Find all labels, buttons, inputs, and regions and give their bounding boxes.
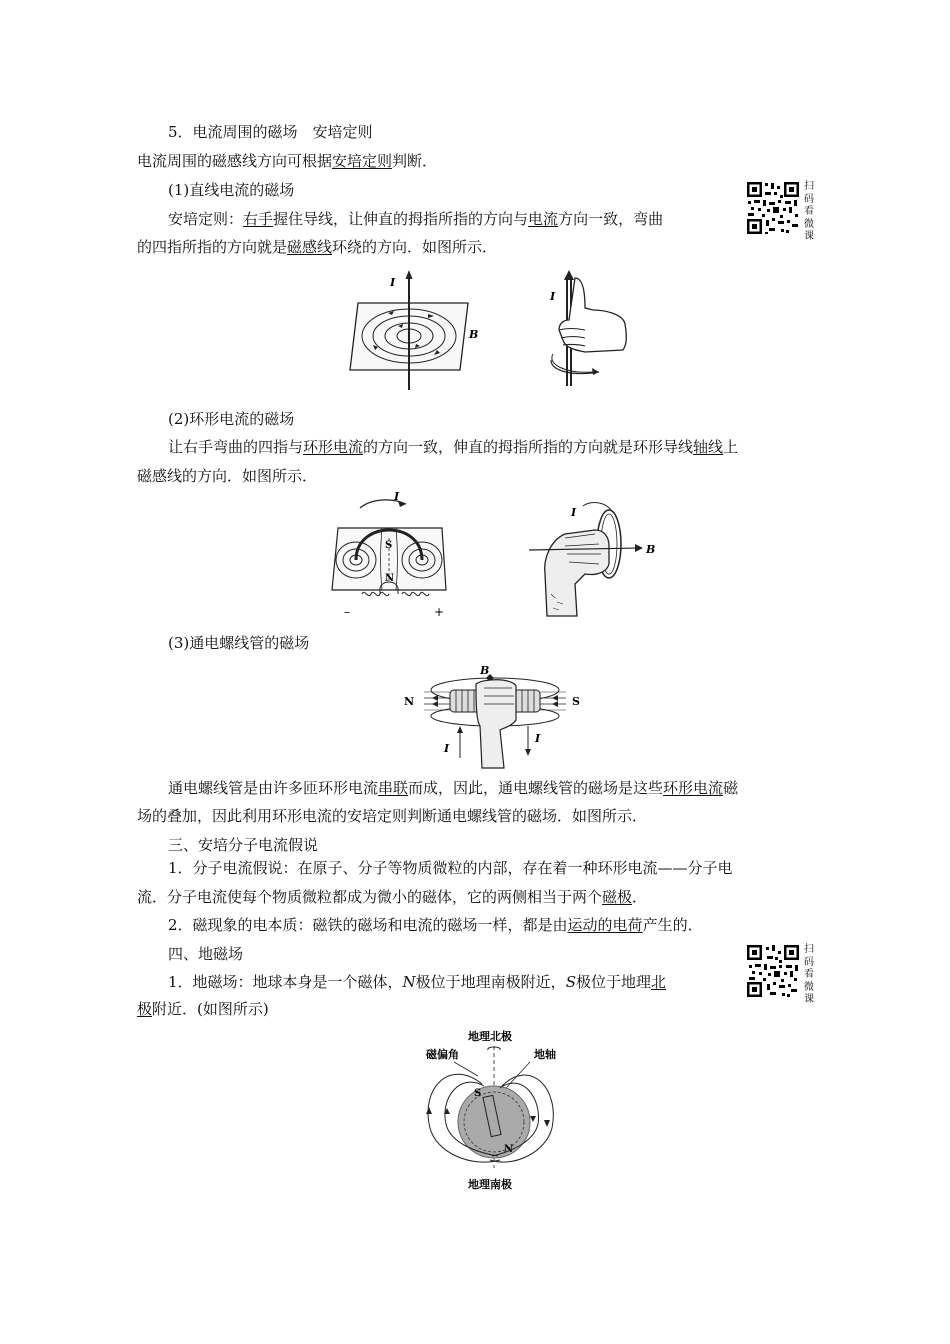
right-hand-ring-current-figure — [525, 498, 665, 618]
north-pole-label: N — [404, 695, 415, 708]
paragraph: 极附近．(如图所示) — [137, 1000, 269, 1018]
declination-label: 磁偏角 — [426, 1048, 459, 1061]
south-pole-label: S — [385, 540, 393, 551]
paragraph: 安培定则：右手握住导线，让伸直的拇指所指的方向与电流方向一致，弯曲 — [168, 210, 664, 228]
paragraph: 磁感线的方向．如图所示． — [137, 467, 318, 485]
magnetic-s-label: S — [474, 1088, 482, 1099]
solenoid-field-figure — [400, 660, 590, 770]
current-label-right: I — [535, 732, 541, 745]
paragraph: 1．分子电流假说：在原子、分子等物质微粒的内部，存在着一种环形电流——分子电 — [168, 859, 733, 877]
current-label: I — [390, 276, 396, 289]
geographic-south-label: 地理南极 — [468, 1178, 512, 1191]
earth-axis-label: 地轴 — [534, 1048, 556, 1061]
current-label-left: I — [444, 742, 450, 755]
paragraph: 让右手弯曲的四指与环形电流的方向一致，伸直的拇指所指的方向就是环形导线轴线上 — [168, 438, 739, 456]
minus-terminal-label: – — [344, 605, 350, 619]
current-label: I — [550, 290, 556, 303]
current-label: I — [571, 506, 577, 519]
qr-code[interactable] — [745, 180, 801, 236]
paragraph: 通电螺线管是由许多匝环形电流串联而成，因此，通电螺线管的磁场是这些环形电流磁 — [168, 779, 739, 797]
qr-code-icon — [745, 180, 801, 236]
paragraph: 电流周围的磁感线方向可根据安培定则判断． — [137, 152, 438, 170]
subheading-ring-current: (2)环形电流的磁场 — [168, 410, 295, 428]
paragraph: 场的叠加，因此利用环形电流的安培定则判断通电螺线管的磁场．如图所示． — [137, 807, 648, 825]
ring-current-field-figure — [322, 490, 452, 620]
field-label: B — [480, 664, 490, 677]
qr-code-icon — [745, 943, 801, 999]
section-heading: 四、地磁场 — [168, 945, 244, 963]
section-heading: 三、安培分子电流假说 — [168, 836, 319, 854]
subheading-straight-current: (1)直线电流的磁场 — [168, 181, 295, 199]
current-label: I — [394, 490, 400, 503]
paragraph: 1．地磁场：地球本身是一个磁体，N极位于地理南极附近，S极位于地理北 — [168, 973, 666, 991]
plus-terminal-label: + — [434, 605, 445, 619]
north-pole-label: N — [385, 573, 395, 584]
qr-code[interactable] — [745, 943, 801, 999]
paragraph: 2．磁现象的电本质：磁铁的磁场和电流的磁场一样，都是由运动的电荷产生的． — [168, 916, 703, 934]
field-label: B — [646, 543, 656, 556]
earth-magnetic-field-figure — [410, 1028, 570, 1193]
geographic-north-label: 地理北极 — [468, 1030, 512, 1043]
magnetic-n-label: N — [504, 1144, 514, 1155]
south-pole-label: S — [572, 695, 580, 708]
qr-label: 扫 码 看 微 课 — [804, 181, 814, 242]
straight-current-field-figure — [348, 268, 488, 393]
paragraph: 的四指所指的方向就是磁感线环绕的方向．如图所示． — [137, 238, 498, 256]
section-heading: 5．电流周围的磁场 安培定则 — [168, 123, 373, 141]
subheading-solenoid: (3)通电螺线管的磁场 — [168, 634, 310, 652]
field-label: B — [469, 328, 479, 341]
qr-label: 扫 码 看 微 课 — [804, 944, 814, 1005]
right-hand-straight-wire-figure — [545, 268, 635, 393]
paragraph: 流．分子电流使每个物质微粒都成为微小的磁体，它的两侧相当于两个磁极． — [137, 888, 648, 906]
